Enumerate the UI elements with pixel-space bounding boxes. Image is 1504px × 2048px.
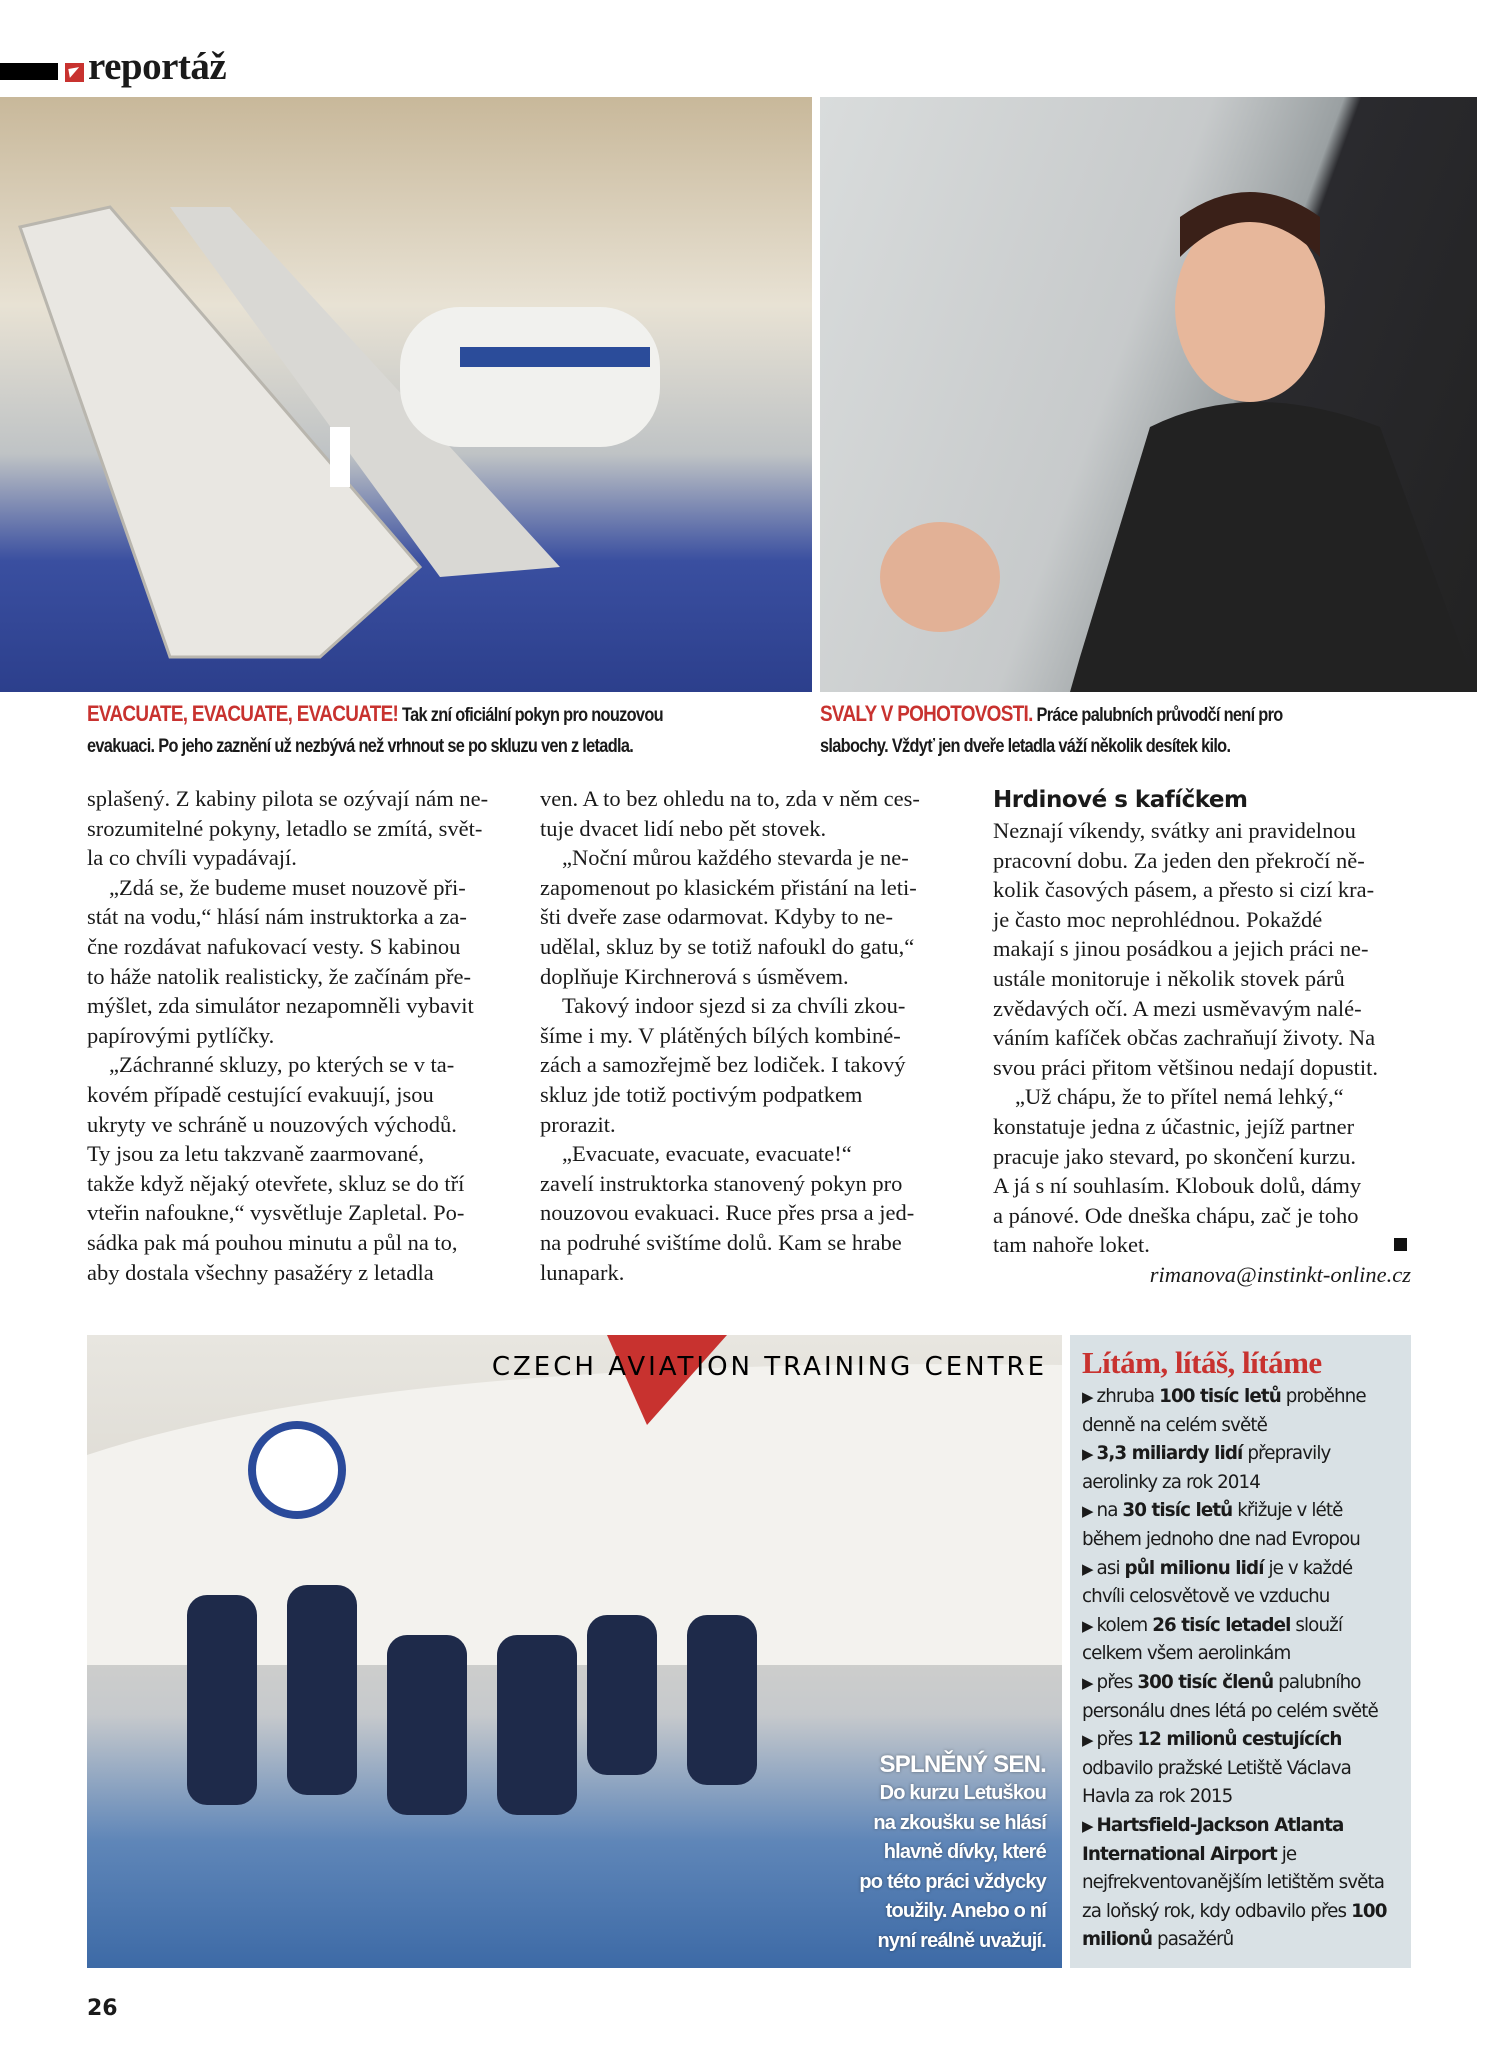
fact-text: odbavilo pražské Letiště Václava Havla za rok 2015 (1082, 1757, 1351, 1808)
text-line: stát na vodu,“ hlásí nám instruktorka a za- (87, 904, 467, 930)
text-line: tuje dvacet lidí nebo pět stovek. (540, 815, 827, 841)
fact-item (1082, 1383, 1399, 1440)
text-line: nouzovou evakuaci. Ruce přes prsa a jed- (540, 1200, 915, 1226)
facts-list (1082, 1383, 1399, 1955)
text-line: makají s jinou posádkou a jejich práci ne- (993, 936, 1369, 962)
bullet-arrow-icon: ▶ (1082, 1616, 1097, 1635)
text-line: doplňuje Kirchnerová s úsměvem. (540, 963, 849, 989)
photo-flight-attendant-door (820, 97, 1477, 692)
bullet-arrow-icon: ▶ (1082, 1559, 1097, 1578)
fact-text: pasažérů (1152, 1929, 1234, 1951)
text-line: takže když nějaký otevřete, skluz se do tří (87, 1170, 465, 1196)
text-line: „Zdá se, že budeme muset nouzově při- (109, 874, 466, 900)
text-line: kovém případě cestující evakuují, jsou (87, 1081, 434, 1107)
text-line: Ty jsou za letu takzvaně zaarmované, (87, 1141, 425, 1167)
fact-item (1082, 1440, 1399, 1497)
text-line: šíme i my. V plátěných bílých kombiné- (540, 1022, 901, 1048)
fact-text: přepravily aerolinky za rok 2014 (1082, 1443, 1331, 1493)
caption-head: SPLNĚNÝ SEN. (879, 1750, 1046, 1778)
fact-highlight: 300 tisíc členů (1137, 1671, 1274, 1693)
fact-highlight: 30 tisíc letů (1122, 1500, 1233, 1522)
text-line: mýšlet, zda simulátor nezapomněli vybavit (87, 993, 474, 1019)
text-line: la co chvíli vypadávají. (87, 845, 297, 871)
caption-line: Práce palubních průvodčí není pro (1036, 705, 1283, 726)
section-marker-icon (65, 63, 84, 82)
fact-item (1082, 1669, 1399, 1726)
text-line: pracovní dobu. Za jeden den překročí ně- (993, 847, 1365, 873)
caption-head: EVACUATE, EVACUATE, EVACUATE! (87, 701, 399, 726)
author-email[interactable]: rimanova@instinkt-online.cz (1149, 1261, 1411, 1287)
photo2-caption (820, 698, 1283, 762)
text-line: prorazit. (540, 1111, 616, 1137)
fact-highlight: 26 tisíc letadel (1152, 1614, 1291, 1636)
page-number: 26 (87, 1996, 118, 2021)
text-line: „Už chápu, že to přítel nemá lehký,“ (1015, 1084, 1344, 1110)
text-line: srozumitelné pokyny, letadlo se zmítá, svět- (87, 815, 483, 841)
text-line: splašený. Z kabiny pilota se ozývají nám ne- (87, 786, 489, 811)
photo-evacuation-slide (0, 97, 812, 692)
photo-cabin-crew-group (87, 1335, 1062, 1968)
caption-line: po této práci vždycky (859, 1870, 1046, 1893)
text-line: zách a samozřejmě bez lodiček. I takový (540, 1052, 906, 1078)
text-line: to háže natolik realisticky, že začínám pře- (87, 963, 471, 989)
text-line: „Noční můrou každého stevarda je ne- (562, 845, 909, 871)
fact-text: je nejfrekventovanějším letištěm světa za loňský rok, kdy odbavilo přes (1082, 1843, 1385, 1922)
fact-text: na (1096, 1500, 1123, 1522)
end-mark-icon (1394, 1238, 1407, 1251)
text-line: svou práci přitom většinou nedají dopustit. (993, 1054, 1378, 1080)
text-line: je často moc neprohlédnou. Pokaždé (993, 906, 1323, 932)
text-line: aby dostala všechny pasažéry z letadla (87, 1259, 434, 1285)
bullet-arrow-icon: ▶ (1082, 1731, 1097, 1750)
text-line: tam nahoře loket. (993, 1232, 1150, 1258)
text-line: na podruhé svištíme dolů. Kam se hrabe (540, 1229, 902, 1255)
caption-line: slabochy. Vždyť jen dveře letadla váží několik desítek kilo. (820, 736, 1231, 757)
photo3-caption (859, 1750, 1046, 1957)
subheading: Hrdinové s kafíčkem (993, 787, 1248, 813)
text-line: pracuje jako stevard, po skončení kurzu. (993, 1143, 1356, 1169)
facts-sidebar (1070, 1335, 1411, 1968)
text-line: ukryty ve schráně u nouzových východů. (87, 1111, 457, 1137)
caption-line: hlavně dívky, které (883, 1841, 1046, 1863)
bullet-arrow-icon: ▶ (1082, 1673, 1097, 1692)
fact-text: křižuje v létě během jednoho dne nad Evropou (1082, 1500, 1360, 1550)
fact-text: přes (1096, 1729, 1138, 1751)
text-line: „Záchranné skluzy, po kterých se v ta- (109, 1052, 455, 1078)
fact-item (1082, 1497, 1399, 1554)
text-line: konstatuje jedna z účastnic, jejíž partner (993, 1113, 1355, 1139)
caption-head: SVALY V POHOTOVOSTI. (820, 701, 1033, 726)
photo1-caption (87, 698, 663, 762)
caption-line: na zkoušku se hlásí (873, 1811, 1046, 1834)
fact-highlight: 100 tisíc letů (1159, 1386, 1281, 1407)
caption-line: Do kurzu Letuškou (879, 1782, 1046, 1804)
bullet-arrow-icon: ▶ (1082, 1816, 1097, 1835)
text-line: A já s ní souhlasím. Klobouk dolů, dámy (993, 1173, 1362, 1199)
caption-line: evakuaci. Po jeho zaznění už nezbývá než vrhnout se po skluzu ven z letadla. (87, 736, 634, 757)
text-line: šti dveře zase odarmovat. Kdyby to ne- (540, 904, 894, 930)
bullet-arrow-icon: ▶ (1082, 1502, 1097, 1521)
text-line: papírovými pytlíčky. (87, 1022, 275, 1048)
fact-highlight: 12 milionů cestujících (1137, 1729, 1342, 1751)
fact-item (1082, 1612, 1399, 1669)
column-3-text (993, 816, 1413, 1260)
text-line: čne rozdávat nafukovací vesty. S kabinou (87, 933, 461, 959)
text-line: vteřin nafoukne,“ vysvětluje Zapletal. Po- (87, 1200, 465, 1226)
header-bar (0, 63, 58, 80)
fact-text: asi (1096, 1557, 1125, 1579)
fact-item (1082, 1812, 1399, 1955)
text-line: zavelí instruktorka stanovený pokyn pro (540, 1170, 903, 1196)
fact-text: přes (1096, 1671, 1138, 1693)
fact-text: palubního personálu dnes létá po celém světě (1082, 1671, 1378, 1722)
text-line: lunapark. (540, 1259, 625, 1285)
text-line: zapomenout po klasickém přistání na leti- (540, 874, 917, 900)
sidebar-title: Lítám, lítáš, lítáme (1082, 1345, 1322, 1380)
fact-text: je v každé chvíli celosvětově ve vzduchu (1082, 1557, 1353, 1608)
fact-highlight: Hartsfield-Jackson Atlanta International Airport (1082, 1814, 1344, 1865)
text-line: sádka pak má pouhou minutu a půl na to, (87, 1229, 458, 1255)
text-line: kolik časových pásem, a přesto si cizí kra- (993, 877, 1375, 903)
fact-text: kolem (1096, 1614, 1153, 1636)
fact-highlight: půl milionu lidí (1124, 1557, 1264, 1579)
bullet-arrow-icon: ▶ (1082, 1388, 1097, 1406)
fact-text: zhruba (1096, 1386, 1160, 1407)
fact-item (1082, 1726, 1399, 1812)
slide-illustration (0, 97, 812, 692)
attendant-illustration (820, 97, 1477, 692)
text-line: „Evacuate, evacuate, evacuate!“ (562, 1141, 852, 1167)
article-column-3 (993, 784, 1413, 1290)
text-line: ustále monitoruje i několik stovek párů (993, 965, 1345, 991)
section-title: reportáž (88, 45, 227, 88)
text-line: ven. A to bez ohledu na to, zda v něm ces- (540, 786, 920, 811)
fact-item (1082, 1555, 1399, 1612)
fact-text: proběhne denně na celém světě (1082, 1386, 1366, 1436)
caption-line: toužily. Anebo o ní (885, 1900, 1046, 1922)
text-line: Neznají víkendy, svátky ani pravidelnou (993, 818, 1356, 843)
fact-highlight: 100 milionů (1082, 1900, 1387, 1951)
article-column-2 (540, 784, 960, 1287)
text-line: zvědavých očí. A mezi usměvavým nalé- (993, 995, 1362, 1021)
fact-text: slouží celkem všem aerolinkám (1082, 1614, 1343, 1665)
text-line: skluz jde totiž poctivým podpatkem (540, 1081, 863, 1107)
text-line: váním kafíček občas zachraňují životy. Na (993, 1025, 1376, 1051)
caption-line: nyní reálně uvažují. (877, 1929, 1046, 1952)
article-column-1 (87, 784, 507, 1287)
fact-highlight: 3,3 miliardy lidí (1096, 1443, 1243, 1465)
text-line: udělal, skluz by se totiž nafoukl do gatu,“ (540, 933, 915, 959)
caption-line: Tak zní oficiální pokyn pro nouzovou (402, 705, 663, 726)
sign-text: CZECH AVIATION TRAINING CENTRE (491, 1352, 1047, 1382)
text-line: a pánové. Ode dneška chápu, zač je toho (993, 1202, 1359, 1228)
bullet-arrow-icon: ▶ (1082, 1445, 1097, 1464)
text-line: Takový indoor sjezd si za chvíli zkou- (562, 993, 906, 1019)
